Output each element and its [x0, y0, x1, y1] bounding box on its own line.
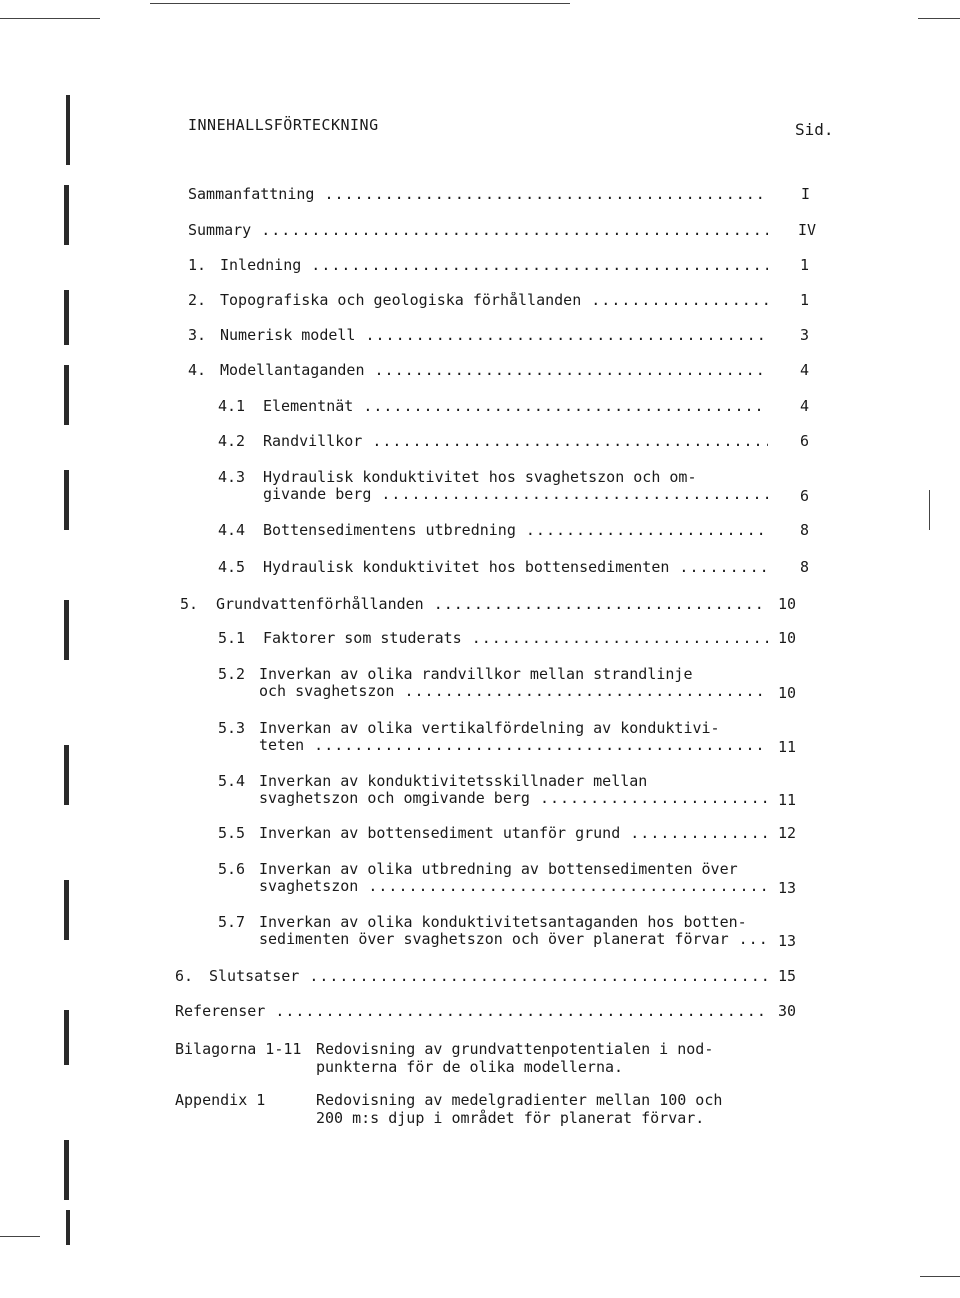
page-number: 13 [778, 932, 797, 950]
section-number: 5.4 [218, 772, 246, 790]
scan-mark [64, 470, 69, 530]
section-title: Randvillkor ..... [263, 433, 768, 450]
section-number: 4. [188, 361, 207, 379]
section-title: Inverkan av bottensediment utanför grund ..... [259, 825, 768, 842]
page-number: 10 [778, 684, 797, 702]
section-title: Grundvattenförhållanden ..... [216, 596, 768, 613]
page-number: 3 [800, 326, 810, 344]
page-number: 11 [778, 738, 797, 756]
section-number: 4.1 [218, 397, 246, 415]
page-number: IV [798, 221, 817, 239]
section-title: Inledning ..... [220, 257, 768, 274]
section-title: Hydraulisk konduktivitet hos svaghetszon och om- [263, 469, 697, 486]
section-title: Inverkan av olika randvillkor mellan strandlinje [259, 666, 693, 683]
scan-mark [66, 95, 70, 165]
page-number: 1 [800, 291, 810, 309]
page-number: 10 [778, 595, 797, 613]
page-number: 4 [800, 397, 810, 415]
section-title: Topografiska och geologiska förhållanden ..... [220, 292, 768, 309]
section-title: Bottensedimentens utbredning ..... [263, 522, 768, 539]
section-number: 5.3 [218, 719, 246, 737]
page-number: 10 [778, 629, 797, 647]
page-number: 4 [800, 361, 810, 379]
scan-rule [929, 490, 930, 530]
section-number: 5. [180, 595, 199, 613]
section-title-continued: och svaghetszon ..... [259, 683, 768, 700]
section-title-continued: sedimenten över svaghetszon och över planerat förvar ..... [259, 931, 768, 948]
appendix-description-continued: 200 m:s djup i området för planerat förvar. [316, 1109, 705, 1127]
page-number: 6 [800, 432, 810, 450]
section-number: 5.7 [218, 913, 246, 931]
section-number: 5.5 [218, 824, 246, 842]
scan-rule [0, 18, 100, 19]
scan-rule [150, 3, 570, 4]
section-number: 2. [188, 291, 207, 309]
page-number: I [801, 185, 811, 203]
page-number: 13 [778, 879, 797, 897]
section-number: 5.1 [218, 629, 246, 647]
scan-mark [64, 880, 69, 940]
section-title: Inverkan av olika vertikalfördelning av konduktivi- [259, 720, 720, 737]
page-number: 8 [800, 521, 810, 539]
section-title-continued: teten ..... [259, 737, 768, 754]
section-number: 5.6 [218, 860, 246, 878]
section-title: Numerisk modell ..... [220, 327, 768, 344]
scan-mark [66, 1210, 70, 1245]
toc-heading: INNEHALLSFÖRTECKNING [188, 116, 379, 134]
section-number: 6. [175, 967, 194, 985]
section-title: Sammanfattning ..... [188, 186, 768, 203]
appendix-description: Redovisning av medelgradienter mellan 100 och [316, 1091, 723, 1109]
section-title: Inverkan av olika utbredning av bottensedimenten över [259, 861, 738, 878]
section-number: 4.4 [218, 521, 246, 539]
section-title-continued: svaghetszon och omgivande berg ..... [259, 790, 768, 807]
appendix-description: Redovisning av grundvattenpotentialen i nod- [316, 1040, 714, 1058]
page-number: 15 [778, 967, 797, 985]
section-title: Faktorer som studerats ..... [263, 630, 768, 647]
section-title: Inverkan av konduktivitetsskillnader mellan [259, 773, 648, 790]
page-number: 1 [800, 256, 810, 274]
scan-mark [64, 185, 69, 245]
appendix-label: Bilagorna 1-11 [175, 1040, 302, 1058]
scan-rule [0, 1236, 40, 1237]
section-title: Inverkan av olika konduktivitetsantaganden hos botten- [259, 914, 747, 931]
page-number: 6 [800, 487, 810, 505]
page-number: 12 [778, 824, 797, 842]
scan-mark [64, 290, 69, 345]
appendix-label: Appendix 1 [175, 1091, 266, 1109]
scan-mark [64, 365, 69, 425]
section-title: Modellantaganden ..... [220, 362, 768, 379]
scan-mark [64, 600, 69, 660]
section-number: 5.2 [218, 665, 246, 683]
page-number: 30 [778, 1002, 797, 1020]
section-number: 3. [188, 326, 207, 344]
section-title: Slutsatser ..... [209, 968, 769, 985]
appendix-description-continued: punkterna för de olika modellerna. [316, 1058, 624, 1076]
section-number: 4.2 [218, 432, 246, 450]
scan-mark [64, 745, 69, 805]
section-number: 4.5 [218, 558, 246, 576]
section-title: Elementnät ..... [263, 398, 768, 415]
section-title: Summary ..... [188, 222, 768, 239]
scan-mark [64, 1010, 69, 1065]
page-number: 11 [778, 791, 797, 809]
scan-mark [64, 1140, 69, 1200]
section-number: 1. [188, 256, 207, 274]
scan-rule [920, 1276, 960, 1277]
section-title: Hydraulisk konduktivitet hos bottensedimenten ..... [263, 559, 768, 576]
section-title-continued: svaghetszon ..... [259, 878, 768, 895]
section-title-continued: givande berg ..... [263, 486, 768, 503]
section-title: Referenser ..... [175, 1003, 769, 1020]
page-number: 8 [800, 558, 810, 576]
section-number: 4.3 [218, 468, 246, 486]
scan-rule [918, 18, 960, 19]
page-column-header: Sid. [795, 120, 834, 139]
